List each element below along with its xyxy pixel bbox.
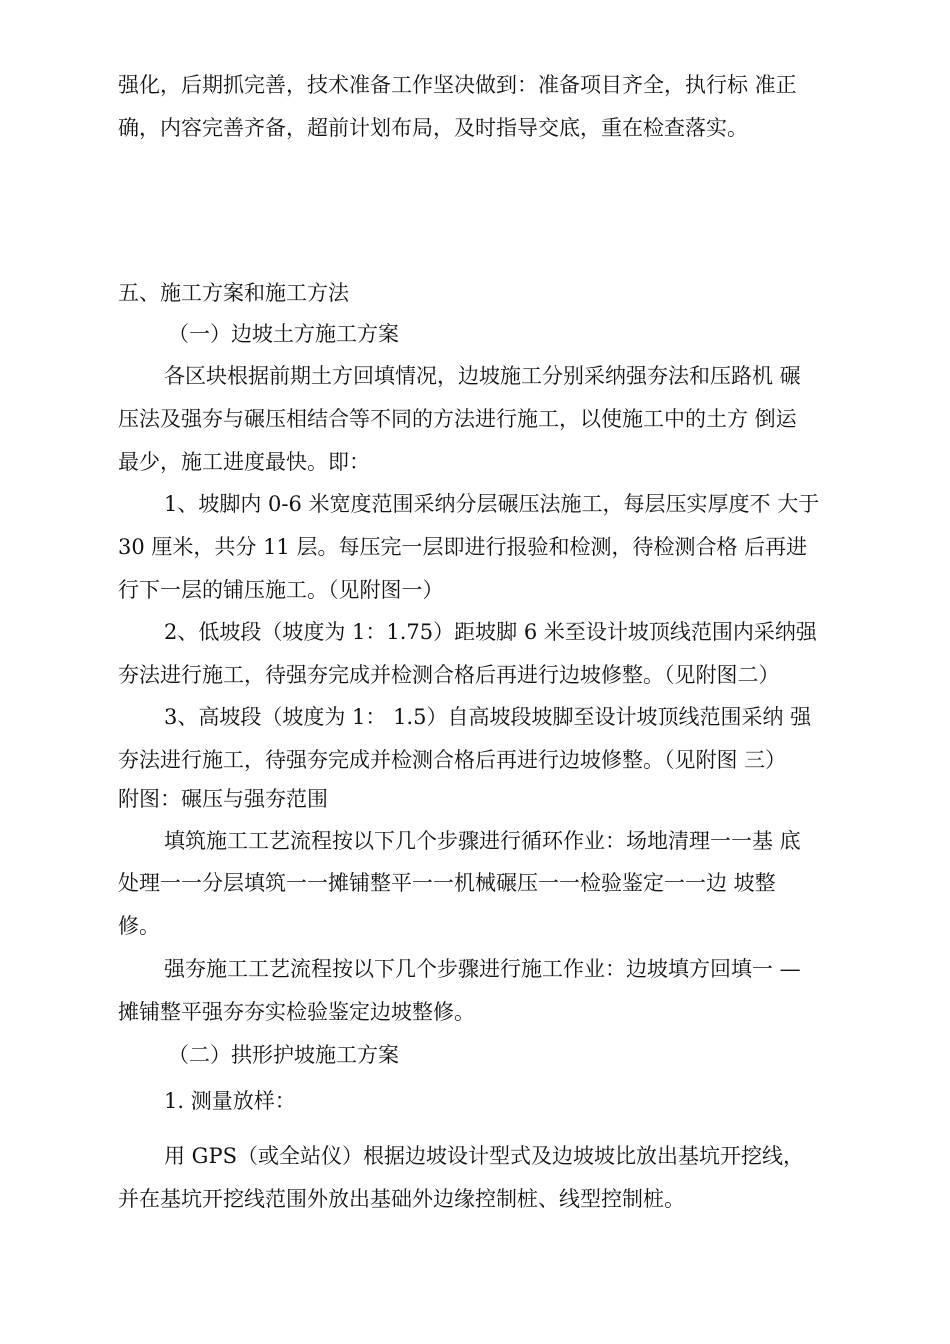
paragraph-line: 处理一一分层填筑一一摊铺整平一一机械碾压一一检验鉴定一一边 坡整 xyxy=(118,871,776,895)
paragraph-line: 各区块根据前期土方回填情况，边坡施工分别采纳强夯法和压路机 碾 xyxy=(164,364,801,388)
subsection-heading: （一）边坡土方施工方案 xyxy=(168,322,399,346)
paragraph-line: 2、低坡段（坡度为 1：1.75）距坡脚 6 米至设计坡顶线范围内采纳强 xyxy=(164,620,817,644)
figure-caption: 附图：碾压与强夯范围 xyxy=(118,787,328,811)
paragraph-line: 摊铺整平强夯夯实检验鉴定边坡整修。 xyxy=(118,1000,475,1024)
paragraph-line: 最少，施工进度最快。即： xyxy=(118,450,370,474)
paragraph-line: 修。 xyxy=(118,914,160,938)
list-item-heading: 1. 测量放样： xyxy=(164,1089,296,1113)
paragraph-line: 用 GPS（或全站仪）根据边坡设计型式及边坡坡比放出基坑开挖线， xyxy=(164,1144,804,1168)
paragraph-line: 3、高坡段（坡度为 1： 1.5）自高坡段坡脚至设计坡顶线范围采纳 强 xyxy=(164,705,812,729)
paragraph-line: 填筑施工工艺流程按以下几个步骤进行循环作业：场地清理一一基 底 xyxy=(164,829,801,853)
paragraph-line: 行下一层的铺压施工。（见附图一） xyxy=(118,578,444,602)
paragraph-line: 确，内容完善齐备，超前计划布局，及时指导交底，重在检查落实。 xyxy=(118,116,748,140)
section-heading: 五、施工方案和施工方法 xyxy=(118,281,349,305)
paragraph-line: 1、坡脚内 0-6 米宽度范围采纳分层碾压法施工，每层压实厚度不 大于 xyxy=(164,492,820,516)
paragraph-line: 强夯施工工艺流程按以下几个步骤进行施工作业：边坡填方回填一 — xyxy=(164,957,801,981)
paragraph-line: 并在基坑开挖线范围外放出基础外边缘控制桩、线型控制桩。 xyxy=(118,1187,685,1211)
paragraph-line: 夯法进行施工，待强夯完成并检测合格后再进行边坡修整。（见附图二） xyxy=(118,663,780,687)
paragraph-line: 压法及强夯与碾压相结合等不同的方法进行施工，以使施工中的土方 倒运 xyxy=(118,407,797,431)
subsection-heading: （二）拱形护坡施工方案 xyxy=(168,1043,399,1067)
paragraph-line: 夯法进行施工，待强夯完成并检测合格后再进行边坡修整。（见附图 三） xyxy=(118,748,787,772)
paragraph-line: 30 厘米，共分 11 层。每压完一层即进行报验和检测，待检测合格 后再进 xyxy=(118,535,808,559)
paragraph-line: 强化，后期抓完善，技术准备工作坚决做到：准备项目齐全，执行标 准正 xyxy=(118,73,797,97)
